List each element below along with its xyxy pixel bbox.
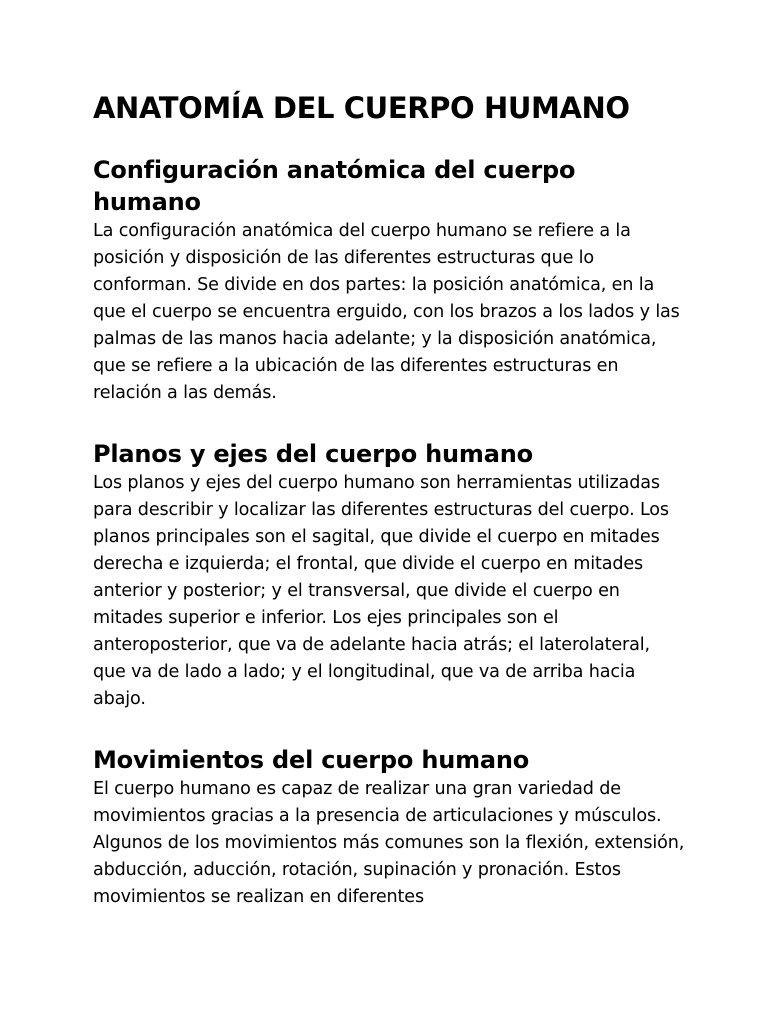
- section-body: Los planos y ejes del cuerpo humano son herramientas utilizadas para describir y localizar las diferentes estructuras del cuerpo. Los planos principales son el sagital, que divide el cuerpo en mitades derecha e izquierda; el frontal, que divide el cuerpo en mitades anterior y posterior; y el transversal, que divide el cuerpo en mitades superior e inferior. Los ejes principales son el anteroposterior, que va de adelante hacia atrás; el laterolateral, que va de lado a lado; y el longitudinal, que va de arriba hacia abajo.: [93, 473, 669, 709]
- section-body: El cuerpo humano es capaz de realizar una gran variedad de movimientos gracias a la presencia de articulaciones y músculos. Algunos de los movimientos más comunes son la flexión, extensión, abducción, aducción, rotación, supinación y pronación. Estos movimientos se realizan en diferentes: [93, 779, 685, 907]
- section-heading: Configuración anatómica del cuerpo humano: [93, 156, 576, 216]
- section-body: La configuración anatómica del cuerpo humano se refiere a la posición y disposición de las diferentes estructuras que lo conforman. Se divide en dos partes: la posición anatómica, en la que el cuerpo se encuentra erguido, con los brazos a los lados y las palmas de las manos hacia adelante; y la disposición anatómica, que se refiere a la ubicación de las diferentes estructuras en relación a las demás.: [93, 221, 680, 403]
- section-planos-ejes: [93, 438, 688, 713]
- section-configuracion: [93, 154, 688, 407]
- section-movimientos: [93, 744, 688, 911]
- section-heading: Movimientos del cuerpo humano: [93, 746, 530, 774]
- document-title: ANATOMÍA DEL CUERPO HUMANO: [93, 91, 630, 125]
- section-heading: Planos y ejes del cuerpo humano: [93, 440, 533, 468]
